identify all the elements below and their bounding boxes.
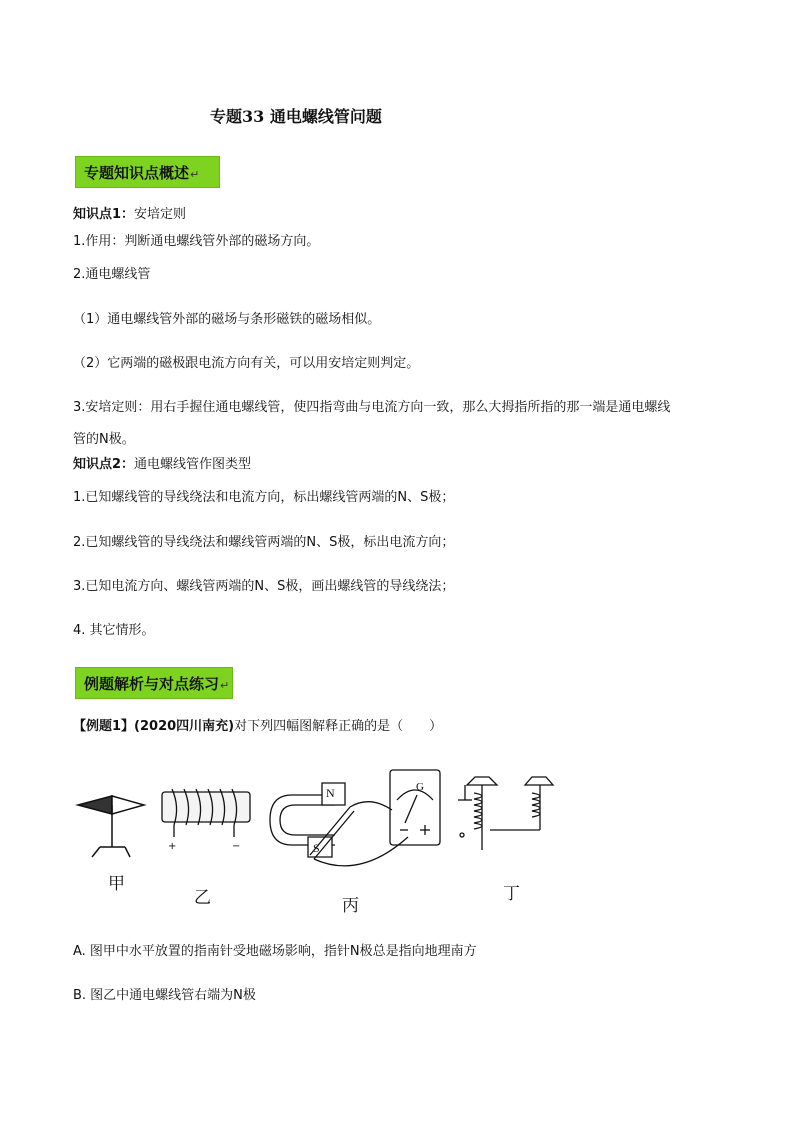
banner-label: 例题解析与对点练习: [84, 675, 220, 693]
solenoid-drawing: [162, 789, 250, 852]
knowledge-2-line: 4. 其它情形。: [73, 623, 155, 638]
knowledge-1-line: 2.通电螺线管: [73, 267, 151, 282]
knowledge-1-line: 1.作用：判断通电螺线管外部的磁场方向。: [73, 234, 320, 249]
knowledge-2-heading: [73, 456, 251, 474]
option-a: A. 图甲中水平放置的指南针受地磁场影响，指针N极总是指向地理南方: [73, 944, 477, 959]
figure-label-b: 乙: [194, 888, 211, 908]
page-title: 专题33 通电螺线管问题: [210, 107, 382, 126]
example-1-question: 对下列四幅图解释正确的是（ ）: [234, 719, 443, 734]
paragraph-mark: ↵: [190, 168, 200, 181]
example-figure-drawing: [70, 765, 570, 915]
magnet-north-label: N: [326, 786, 335, 800]
knowledge-1-title: 安培定则: [134, 207, 187, 222]
knowledge-1-line: （1）通电螺线管外部的磁场与条形磁铁的磁场相似。: [73, 312, 381, 327]
figure-label-d: 丁: [503, 884, 520, 904]
knowledge-2-title: 通电螺线管作图类型: [134, 457, 252, 472]
knowledge-2-label: 知识点2：: [73, 457, 135, 472]
knowledge-1-heading: [73, 206, 186, 224]
figure-label-a: 甲: [108, 874, 125, 894]
knowledge-2-line: 2.已知螺线管的导线绕法和螺线管两端的N、S极，标出电流方向；: [73, 535, 455, 550]
knowledge-1-line: 3.安培定则：用右手握住通电螺线管，使四指弯曲与电流方向一致，那么大拇指所指的那一端是通电螺线: [73, 400, 671, 415]
knowledge-1-line: 管的N极。: [73, 432, 135, 447]
knowledge-1-line: （2）它两端的磁极跟电流方向有关，可以用安培定则判定。: [73, 356, 420, 371]
option-b: B. 图乙中通电螺线管右端为N极: [73, 988, 256, 1003]
example-1-prompt: [73, 718, 442, 736]
knowledge-2-line: 3.已知电流方向、螺线管两端的N、S极，画出螺线管的导线绕法；: [73, 579, 455, 594]
paragraph-mark: ↵: [220, 679, 230, 692]
example-1-tag: 【例题1】(2020四川南充): [73, 719, 235, 734]
relay-drawing: [458, 777, 553, 850]
knowledge-1-label: 知识点1：: [73, 207, 135, 222]
generator-drawing: [270, 770, 440, 866]
galvanometer-label: G: [416, 781, 424, 793]
section-banner-knowledge: [75, 156, 220, 188]
compass-drawing: [78, 796, 144, 857]
knowledge-2-line: 1.已知螺线管的导线绕法和电流方向，标出螺线管两端的N、S极；: [73, 490, 455, 505]
example-figure: [70, 765, 570, 915]
magnet-south-label: S: [313, 841, 320, 855]
svg-text:−: −: [232, 841, 241, 852]
figure-label-c: 丙: [342, 896, 359, 916]
banner-label: 专题知识点概述: [84, 164, 190, 182]
section-banner-examples: [75, 667, 233, 699]
svg-text:+: +: [168, 841, 177, 852]
